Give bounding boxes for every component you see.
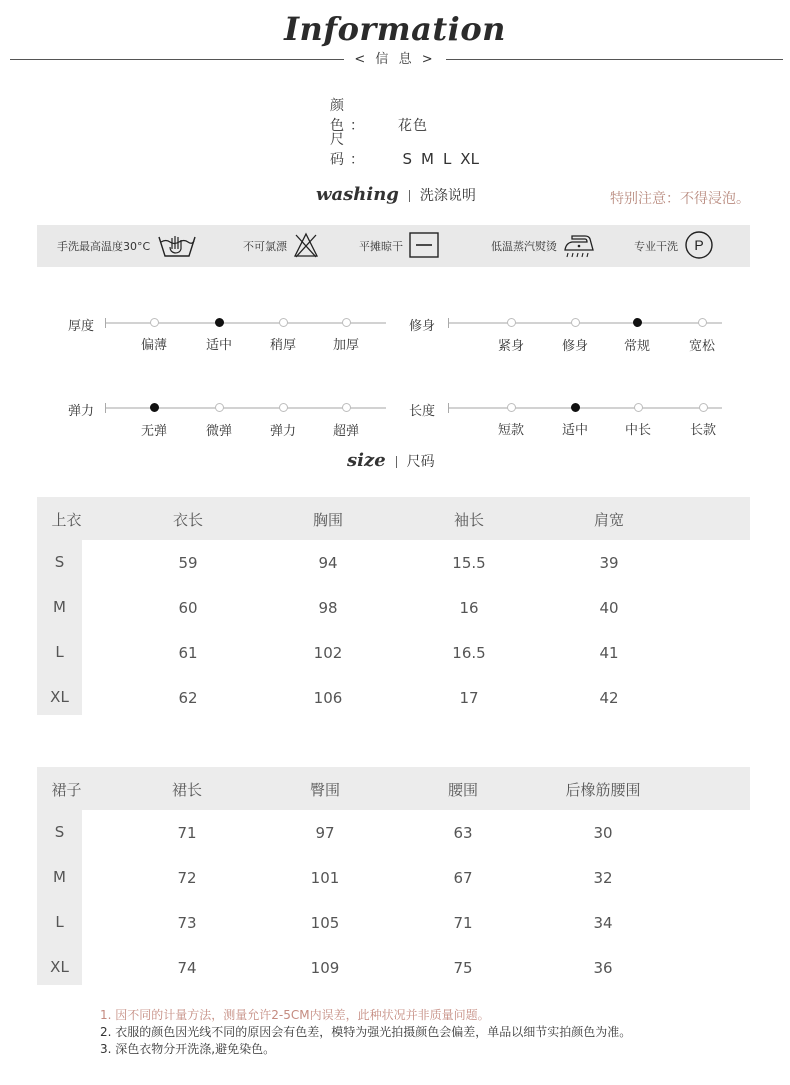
table-row-size: M — [53, 598, 66, 616]
table-cell: 67 — [453, 869, 473, 887]
color-value: 花色 — [398, 118, 428, 134]
scale-label: 长度 — [409, 404, 436, 419]
table-cell: 42 — [599, 689, 619, 707]
scale-dot-selected — [215, 318, 224, 327]
dry-flat-icon — [409, 232, 439, 261]
table-cell: 41 — [599, 644, 619, 662]
table-row — [37, 823, 750, 847]
scale-dot — [571, 318, 580, 327]
table-corner-label: 裙子 — [51, 781, 82, 799]
size-option: M — [420, 150, 434, 168]
table-cell: 101 — [310, 869, 340, 887]
table-cell: 75 — [453, 959, 473, 977]
table-header-cell: 臀围 — [309, 781, 340, 799]
table-cell: 62 — [178, 689, 198, 707]
size-script: size — [347, 450, 386, 471]
low-steam-iron-icon — [563, 231, 595, 262]
wash-item-dry-flat: 平摊晾干 — [359, 225, 439, 267]
table-row-size: S — [54, 553, 65, 571]
scale-option: 短款 — [497, 423, 524, 438]
table-corner-label: 上衣 — [51, 511, 82, 529]
scale-label: 修身 — [409, 319, 436, 334]
scale-option: 弹力 — [269, 424, 296, 439]
table-row-size: L — [55, 643, 64, 661]
scale-dot — [507, 318, 516, 327]
scale-track-end — [448, 318, 449, 328]
scale-dot — [634, 403, 643, 412]
size-label: 尺 码： — [330, 132, 370, 168]
scale-dot — [342, 403, 351, 412]
wash-item-hand-wash: 手洗最高温度30°C — [57, 225, 198, 267]
scale-option: 偏薄 — [140, 338, 167, 353]
scale-option: 宽松 — [688, 339, 715, 354]
scale-option: 中长 — [624, 423, 651, 438]
size-title: 尺码 — [406, 454, 435, 470]
page-subtitle: < 信 息 > — [0, 48, 790, 67]
size-row — [330, 129, 488, 169]
washing-heading — [316, 184, 476, 205]
table-cell: 32 — [593, 869, 613, 887]
scale-track — [448, 322, 722, 324]
scale-track — [448, 407, 722, 409]
table-row-size: M — [53, 868, 66, 886]
table-cell: 74 — [177, 959, 197, 977]
scale-track-end — [105, 403, 106, 413]
washing-title: 洗涤说明 — [419, 188, 476, 204]
scale-track-end — [448, 403, 449, 413]
table-cell: 105 — [310, 914, 340, 932]
scale-option: 长款 — [689, 423, 716, 438]
table-cell: 61 — [178, 644, 198, 662]
scale-dot — [507, 403, 516, 412]
table-row — [37, 913, 750, 937]
washing-script: washing — [316, 184, 399, 205]
size-heading — [347, 450, 435, 471]
table-header-cell: 衣长 — [172, 511, 203, 529]
table-cell: 73 — [177, 914, 197, 932]
table-cell: 63 — [453, 824, 473, 842]
scale-option: 适中 — [205, 338, 232, 353]
table-cell: 40 — [599, 599, 619, 617]
table-row — [37, 958, 750, 982]
scale-dot — [279, 318, 288, 327]
scale-dot-selected — [150, 403, 159, 412]
table-cell: 72 — [177, 869, 197, 887]
table-cell: 17 — [459, 689, 479, 707]
scale-option: 常规 — [623, 339, 650, 354]
table-cell: 30 — [593, 824, 613, 842]
table-header-cell: 胸围 — [312, 511, 343, 529]
washing-instructions-bar — [37, 225, 750, 267]
scale-option: 超弹 — [332, 424, 359, 439]
table-cell: 98 — [318, 599, 338, 617]
scale-option: 稍厚 — [269, 338, 296, 353]
table-cell: 97 — [315, 824, 335, 842]
scale-option: 无弹 — [140, 424, 167, 439]
table-row-size: XL — [50, 688, 69, 706]
table-cell: 36 — [593, 959, 613, 977]
table-header-cell: 裙长 — [171, 781, 202, 799]
table-header-cell: 袖长 — [453, 511, 484, 529]
table-cell: 106 — [313, 689, 343, 707]
table-cell: 34 — [593, 914, 613, 932]
table-cell: 71 — [177, 824, 197, 842]
note-item: 2. 衣服的颜色因光线不同的原因会有色差，模特为强光拍摄颜色会偏差，单品以细节实拍颜色为准。 — [100, 1025, 632, 1039]
table-cell: 16.5 — [452, 644, 486, 662]
table-header-cell: 腰围 — [447, 781, 478, 799]
scale-dot — [279, 403, 288, 412]
page-title: Information — [284, 10, 506, 48]
table-cell: 60 — [178, 599, 198, 617]
size-option: S — [402, 150, 412, 168]
professional-dry-clean-icon — [684, 230, 714, 263]
size-option: L — [442, 150, 452, 168]
scale-option: 加厚 — [332, 338, 359, 353]
color-label: 颜 色： — [330, 98, 370, 134]
table-cell: 109 — [310, 959, 340, 977]
scale-label: 弹力 — [68, 404, 95, 419]
table-row — [37, 868, 750, 892]
scale-option: 紧身 — [497, 339, 524, 354]
size-option: XL — [460, 150, 479, 168]
svg-text:P: P — [694, 236, 704, 253]
table-header-cell: 肩宽 — [593, 511, 624, 529]
notes — [100, 1007, 631, 1058]
scale-dot — [698, 318, 707, 327]
no-bleach-icon — [293, 232, 319, 261]
note-item: 1. 因不同的计量方法，测量允许2-5CM内误差，此种状况并非质量问题。 — [100, 1008, 490, 1022]
scale-label: 厚度 — [68, 319, 95, 334]
scale-dot-selected — [571, 403, 580, 412]
wash-item-no-bleach: 不可氯漂 — [243, 225, 319, 267]
hand-wash-30-icon — [156, 231, 198, 262]
scale-dot — [215, 403, 224, 412]
table-cell: 71 — [453, 914, 473, 932]
table-cell: 15.5 — [452, 554, 486, 572]
table-header-cell: 后橡筋腰围 — [565, 781, 641, 799]
scale-option: 修身 — [561, 339, 588, 354]
scale-dot — [342, 318, 351, 327]
note-item: 3. 深色衣物分开洗涤,避免染色。 — [100, 1042, 276, 1056]
table-row-size: XL — [50, 958, 69, 976]
scale-dot — [150, 318, 159, 327]
table-cell: 102 — [313, 644, 343, 662]
scale-option: 适中 — [561, 423, 588, 438]
scale-dot — [699, 403, 708, 412]
wash-item-dry-clean: 专业干洗 P — [634, 225, 714, 267]
scale-option: 微弹 — [205, 424, 232, 439]
scale-track-end — [105, 318, 106, 328]
table-row-size: S — [54, 823, 65, 841]
washing-notice: 特别注意：不得浸泡。 — [610, 191, 750, 207]
table-cell: 39 — [599, 554, 619, 572]
table-row-size: L — [55, 913, 64, 931]
wash-item-low-steam-iron: 低温蒸汽熨烫 — [491, 225, 595, 267]
table-cell: 94 — [318, 554, 338, 572]
table-cell: 16 — [459, 599, 479, 617]
table-cell: 59 — [178, 554, 198, 572]
scale-dot-selected — [633, 318, 642, 327]
